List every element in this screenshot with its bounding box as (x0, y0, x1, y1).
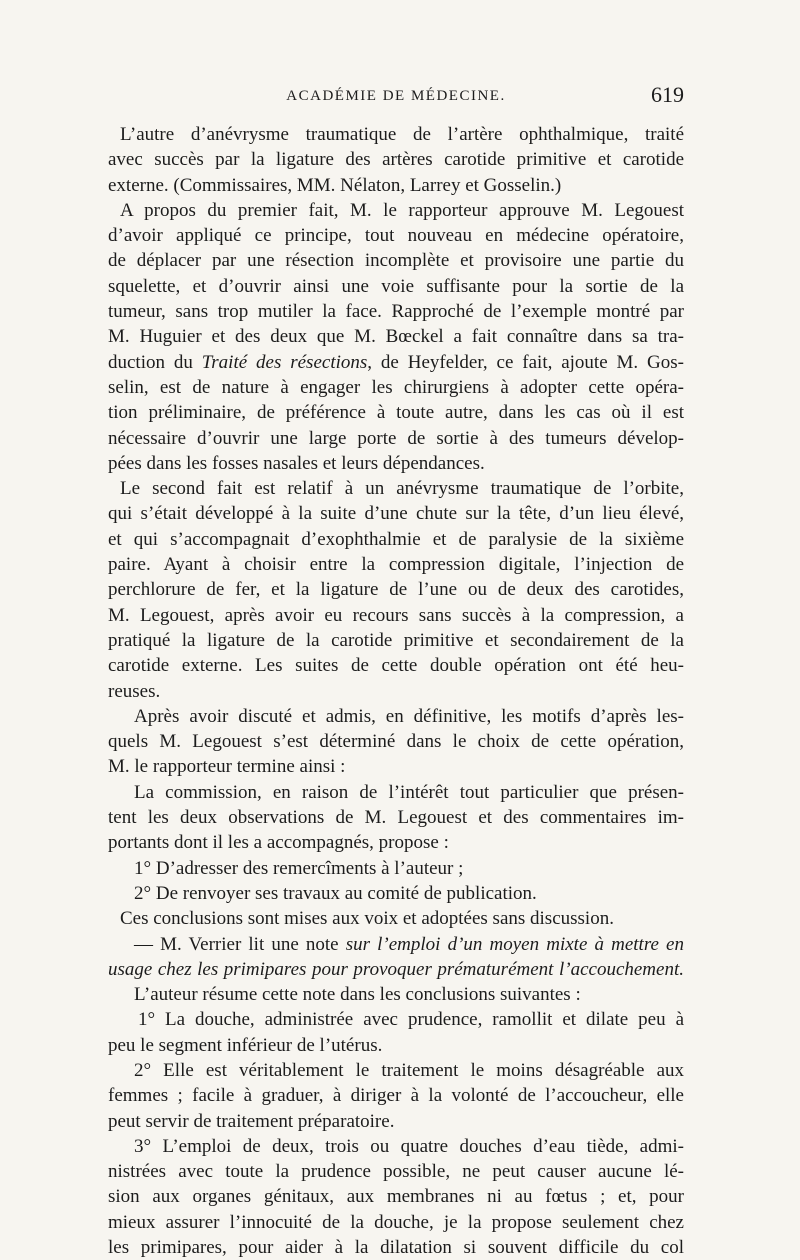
text-line: Après avoir discuté et admis, en définitive, les motifs d’après les- (134, 705, 684, 727)
text-line: 1° D’adresser des remercîments à l’auteur ; (134, 857, 464, 879)
text-line: externe. (Commissaires, MM. Nélaton, Larrey et Gosselin.) (108, 174, 562, 196)
text-line: tumeur, sans trop mutiler la face. Rapproché de l’exemple montré par (108, 301, 684, 323)
text-line: Le second fait est relatif à un anévrysme traumatique de l’orbite, (120, 478, 684, 500)
text-line: femmes ; facile à graduer, à diriger à la volonté de l’accoucheur, elle (108, 1085, 684, 1107)
text-line: les primipares, pour aider à la dilatation si souvent difficile du col (108, 1237, 684, 1259)
text-line: et qui s’accompagnait d’exophthalmie et de paralysie de la sixième (108, 528, 684, 550)
text-line: sion aux organes génitaux, aux membranes ni au fœtus ; et, pour (108, 1186, 684, 1208)
text-line: 3° L’emploi de deux, trois ou quatre douches d’eau tiède, admi- (134, 1135, 684, 1157)
text-line: peu le segment inférieur de l’utérus. (108, 1034, 383, 1056)
text-line: pées dans les fosses nasales et leurs dépendances. (108, 452, 485, 474)
text-line: squelette, et d’ouvrir ainsi une voie suffisante pour la sortie de la (108, 275, 684, 297)
text-line: carotide externe. Les suites de cette double opération ont été heu- (108, 655, 684, 677)
text-line: qui s’était développé à la suite d’une chute sur la tête, d’un lieu élevé, (108, 503, 684, 525)
text-line: d’avoir appliqué ce principe, tout nouveau en médecine opératoire, (108, 225, 684, 247)
page-header (108, 82, 684, 116)
text-line: 2° De renvoyer ses travaux au comité de publication. (134, 882, 537, 904)
italic-book-title: Traité des résections (201, 351, 368, 373)
body-text (108, 122, 684, 1260)
text-line: quels M. Legouest s’est déterminé dans le choix de cette opération, (108, 731, 684, 753)
text-line: L’autre d’anévrysme traumatique de l’artère ophthalmique, traité (120, 124, 684, 145)
text-line: pratiqué la ligature de la carotide primitive et secondairement de la (108, 629, 684, 651)
text-line: mieux assurer l’innocuité de la douche, je la propose seulement chez (108, 1211, 684, 1233)
text-line: L’auteur résume cette note dans les conclusions suivantes : (134, 984, 581, 1006)
italic-note-title: sur l’emploi d’un moyen mixte à mettre en (345, 933, 684, 955)
text-line: nécessaire d’ouvrir une large porte de sortie à des tumeurs dévelop- (108, 427, 684, 449)
text-line: paire. Ayant à choisir entre la compression digitale, l’injection de (108, 554, 684, 576)
text-line: 1° La douche, administrée avec prudence, ramollit et dilate peu à (138, 1009, 684, 1031)
page-number: 619 (651, 82, 684, 107)
text-line: La commission, en raison de l’intérêt tout particulier que présen- (134, 781, 684, 803)
text-line: selin, est de nature à engager les chirurgiens à adopter cette opéra- (108, 376, 684, 398)
text-line-with-italic-title: — M. Verrier lit une note sur l’emploi d’un moyen mixte à mettre en (134, 933, 684, 955)
text-line: M. le rapporteur termine ainsi : (108, 756, 346, 778)
text-line: nistrées avec toute la prudence possible, ne peut causer aucune lé- (108, 1161, 684, 1183)
text-line: A propos du premier fait, M. le rapporteur approuve M. Legouest (120, 199, 684, 221)
text-line: avec succès par la ligature des artères carotide primitive et carotide (108, 149, 684, 171)
text-line: tent les deux observations de M. Legouest et des commentaires im- (108, 807, 684, 829)
text-line: peut servir de traitement préparatoire. (108, 1110, 395, 1132)
running-title: ACADÉMIE DE MÉDECINE. (286, 88, 506, 104)
text-line-italic (108, 957, 684, 982)
text-line: M. Huguier et des deux que M. Bœckel a fait connaître dans sa tra- (108, 326, 684, 348)
text-line: perchlorure de fer, et la ligature de l’une ou de deux des carotides, (108, 579, 684, 601)
text-line: 2° Elle est véritablement le traitement le moins désagréable aux (134, 1059, 684, 1081)
text-line: de déplacer par une résection incomplète et provisoire une partie du (108, 250, 684, 272)
text-line: M. Legouest, après avoir eu recours sans succès à la compression, a (108, 604, 684, 626)
italic-note-title: usage chez les primipares pour provoquer prématurément l’accouchement. (108, 958, 684, 980)
text-line-with-italic-title: duction du Traité des résections, de Heyfelder, ce fait, ajoute M. Gos- (108, 351, 684, 373)
text-line: Ces conclusions sont mises aux voix et adoptées sans discussion. (120, 908, 614, 930)
text-line: reuses. (108, 680, 161, 702)
text-line: tion préliminaire, de préférence à toute autre, dans les cas où il est (108, 402, 684, 424)
text-line: portants dont il les a accompagnés, propose : (108, 832, 449, 854)
